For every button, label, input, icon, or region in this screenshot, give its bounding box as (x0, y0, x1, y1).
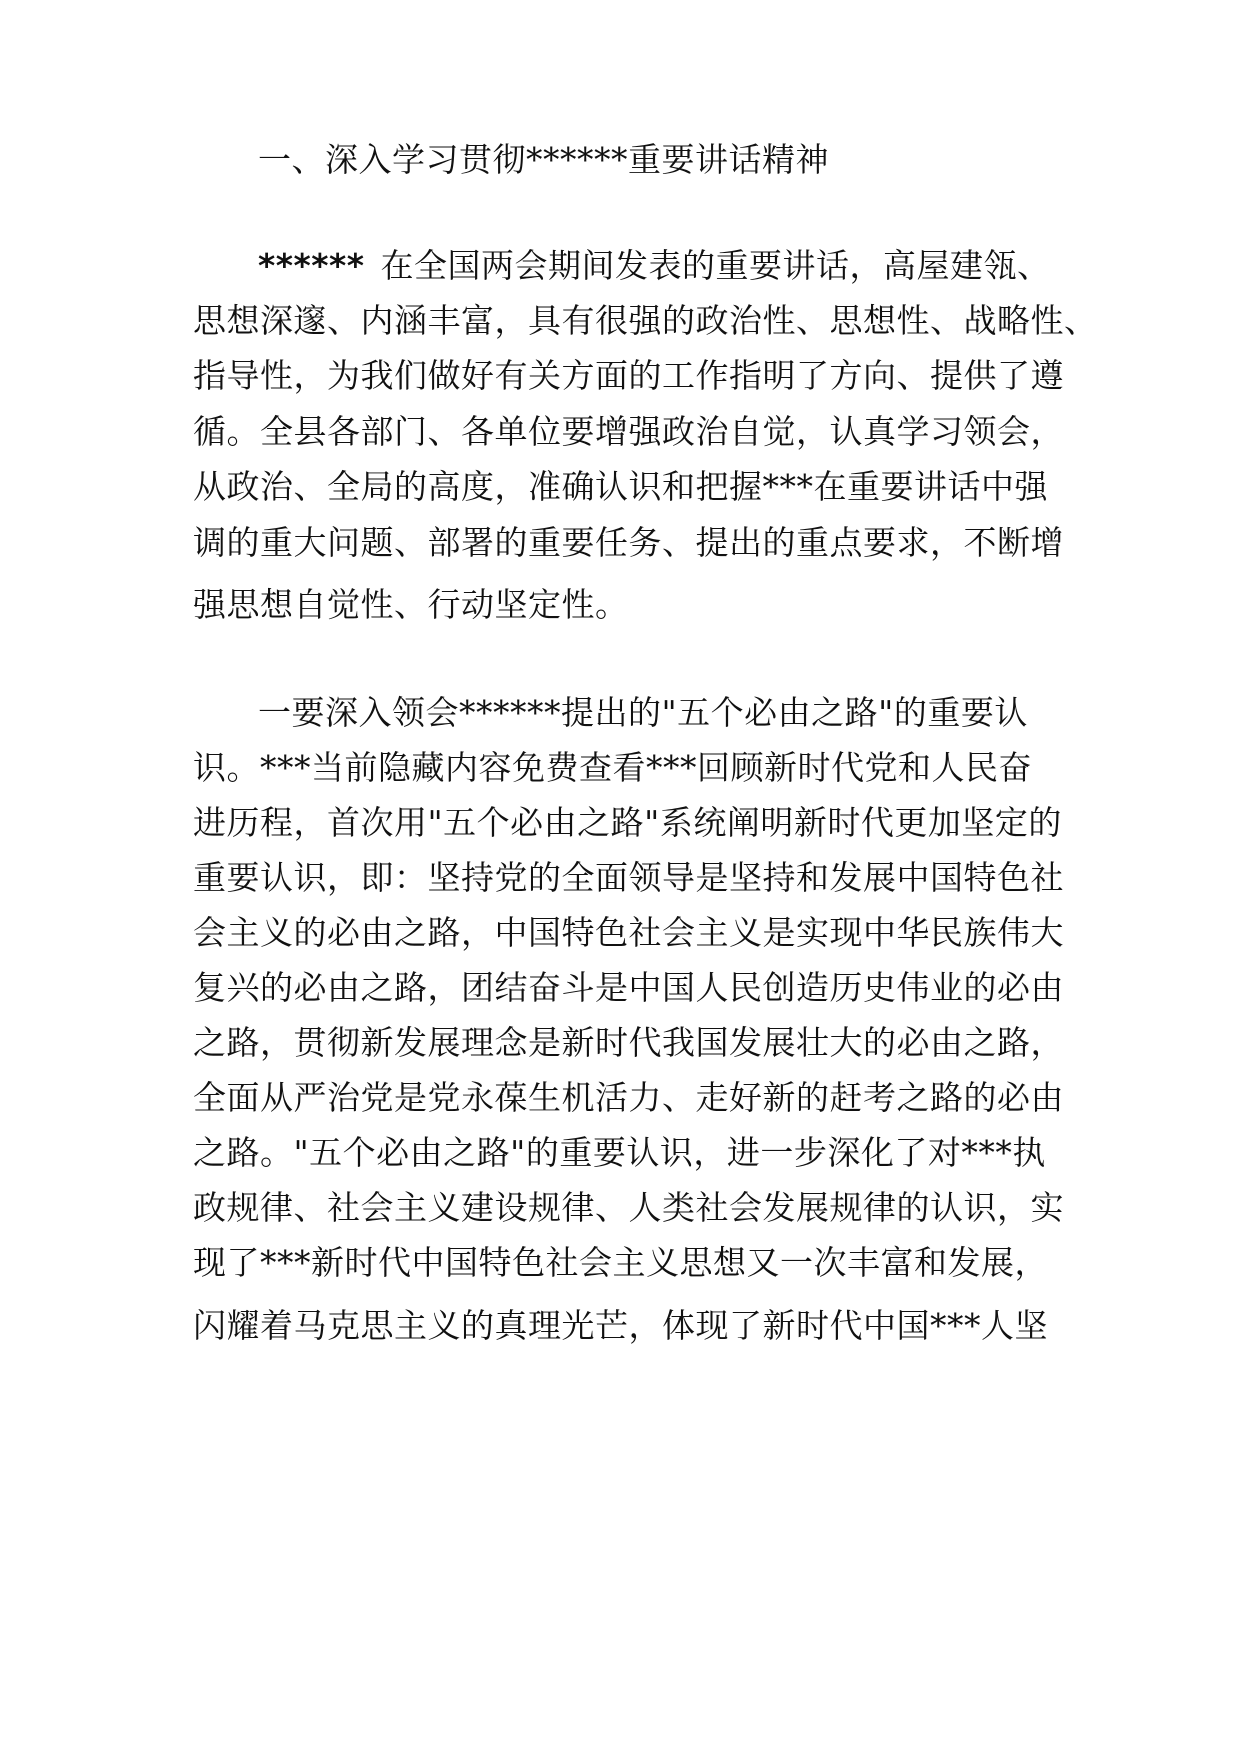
paragraph-2-line-10: 政规律、社会主义建设规律、人类社会发展规律的认识，实 (193, 1188, 1064, 1227)
paragraph-2-line-12: 闪耀着马克思主义的真理光芒，体现了新时代中国***人坚 (193, 1306, 1048, 1345)
paragraph-2-line-7: 之路，贯彻新发展理念是新时代我国发展壮大的必由之路， (193, 1023, 1064, 1062)
paragraph-1-bold-lead: ****** (258, 246, 365, 285)
paragraph-1-line-3: 指导性，为我们做好有关方面的工作指明了方向、提供了遵 (193, 356, 1064, 395)
paragraph-1-line-7: 强思想自觉性、行动坚定性。 (193, 585, 629, 624)
paragraph-2-line-8: 全面从严治党是党永葆生机活力、走好新的赶考之路的必由 (193, 1078, 1064, 1117)
paragraph-2-line-6: 复兴的必由之路，团结奋斗是中国人民创造历史伟业的必由 (193, 968, 1064, 1007)
paragraph-2-line-5: 会主义的必由之路，中国特色社会主义是实现中华民族伟大 (193, 913, 1064, 952)
section-heading: 一、深入学习贯彻******重要讲话精神 (258, 140, 829, 179)
paragraph-2-line-4: 重要认识，即：坚持党的全面领导是坚持和发展中国特色社 (193, 858, 1064, 897)
paragraph-1-line-6: 调的重大问题、部署的重要任务、提出的重点要求，不断增 (193, 523, 1064, 562)
paragraph-2-line-3: 进历程，首次用"五个必由之路"系统阐明新时代更加坚定的 (193, 803, 1062, 842)
paragraph-1-line-1-text: 在全国两会期间发表的重要讲话，高屋建瓴、 (380, 246, 1051, 285)
paragraph-2-line-2: 识。***当前隐藏内容免费查看***回顾新时代党和人民奋 (193, 748, 1032, 787)
paragraph-2-line-9: 之路。"五个必由之路"的重要认识，进一步深化了对***执 (193, 1133, 1046, 1172)
paragraph-2-line-11: 现了***新时代中国特色社会主义思想又一次丰富和发展， (193, 1243, 1048, 1282)
paragraph-1-line-2: 思想深邃、内涵丰富，具有很强的政治性、思想性、战略性、 (193, 301, 1098, 340)
paragraph-2-line-1: 一要深入领会******提出的"五个必由之路"的重要认 (258, 693, 1028, 732)
paragraph-1-line-1 (258, 246, 1051, 286)
paragraph-1-line-5: 从政治、全局的高度，准确认识和把握***在重要讲话中强 (193, 467, 1048, 506)
paragraph-1-line-4: 循。全县各部门、各单位要增强政治自觉，认真学习领会， (193, 412, 1064, 451)
